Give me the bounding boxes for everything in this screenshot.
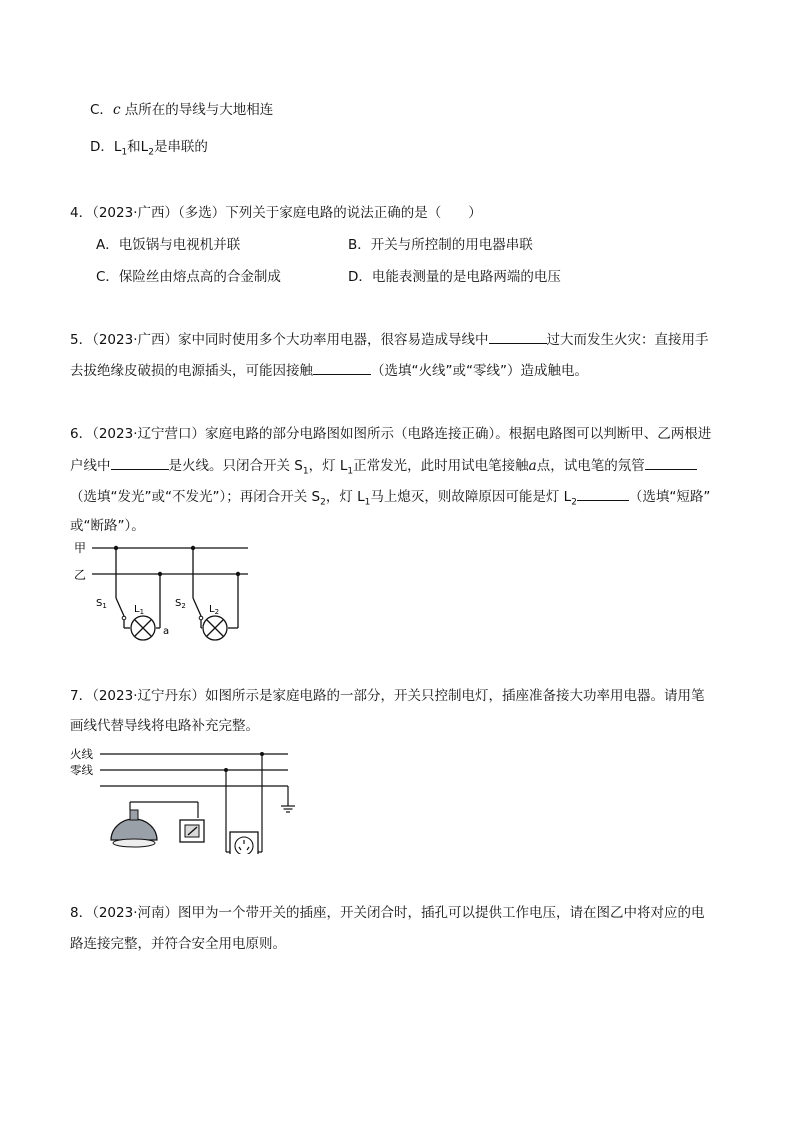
answer-blank[interactable] [645, 455, 697, 470]
question-text: （选填“火线”或“零线”）造成触电。 [371, 363, 588, 379]
question-text: 正常发光，此时用试电笔接触 [353, 458, 529, 474]
ceiling-lamp-icon [111, 819, 157, 840]
subscript: 1 [364, 497, 371, 508]
lamp-label: L [140, 139, 149, 155]
variable-a: a [528, 458, 537, 474]
q4-option-c: C．保险丝由熔点高的合金制成 [96, 269, 281, 285]
q5-line-2 [70, 360, 588, 381]
answer-blank[interactable] [577, 486, 629, 501]
wire-label-jia: 甲 [74, 541, 87, 555]
variable-c: c [112, 102, 121, 118]
question-text: ，灯 L [325, 489, 365, 505]
answer-blank[interactable] [489, 329, 547, 344]
option-text: 是串联的 [153, 139, 208, 155]
switch-label-s2: $S_2$ [175, 598, 186, 610]
question-text: （选填“短路” [628, 489, 711, 505]
question-text: 5．（2023·广西）家中同时使用多个大功率用电器，很容易造成导线中 [70, 332, 489, 348]
question-text: 点，试电笔的氖管 [536, 458, 645, 474]
option-letter: C． [90, 102, 113, 118]
lamp-label: L [113, 139, 122, 155]
neutral-wire-label: 零线 [70, 763, 93, 777]
question-text: 是火线。只闭合开关 S [168, 458, 303, 474]
subscript: 2 [320, 497, 326, 508]
question-text: 过大而发生火灾：直接用手 [546, 332, 709, 348]
question-text: 马上熄灭，则故障原因可能是灯 L [370, 489, 572, 505]
point-a-label: a [163, 626, 170, 637]
subscript: 2 [571, 497, 577, 508]
lamp-label-l2: $L_2$ [209, 604, 220, 616]
q3-option-d [90, 137, 208, 163]
option-text: 和 [127, 139, 141, 155]
switch-label-s1: $S_1$ [96, 598, 107, 610]
q6-line-1: 6．（2023·辽宁营口）家庭电路的部分电路图如图所示（电路连接正确）。根据电路图可以判断甲、乙两根进 [70, 426, 712, 442]
q8-line-1: 8．（2023·河南）图甲为一个带开关的插座，开关闭合时，插孔可以提供工作电压，请在图乙中将对应的电 [70, 905, 705, 921]
subscript: 1 [121, 147, 128, 158]
q3-option-c [90, 100, 273, 120]
question-text: 户线中 [70, 458, 111, 474]
q7-line-2: 画线代替导线将电路补充完整。 [70, 718, 259, 734]
answer-blank[interactable] [111, 455, 169, 470]
question-text: ，灯 L [308, 458, 348, 474]
q7-line-1: 7．（2023·辽宁丹东）如图所示是家庭电路的一部分，开关只控制电灯，插座准备接大功率用电器。请用笔 [70, 688, 705, 704]
switch-s2 [193, 598, 201, 616]
subscript: 1 [347, 466, 354, 477]
switch-s1 [116, 598, 124, 616]
q6-line-4: 或“断路”）。 [70, 518, 145, 534]
q4-stem: 4．（2023·广西）（多选）下列关于家庭电路的说法正确的是（ ） [70, 205, 482, 221]
answer-blank[interactable] [313, 360, 371, 375]
subscript: 1 [302, 466, 309, 477]
q7-circuit-diagram [70, 742, 302, 854]
q5-line-1 [70, 329, 709, 350]
wire-label-yi: 乙 [74, 568, 87, 582]
q6-line-2 [70, 455, 697, 482]
lamp-label-l1: $L_1$ [134, 604, 145, 616]
q4-option-d: D．电能表测量的是电路两端的电压 [348, 269, 561, 285]
option-letter: D． [90, 139, 114, 155]
live-wire-label: 火线 [70, 747, 93, 761]
q8-line-2: 路连接完整，并符合安全用电原则。 [70, 936, 286, 952]
question-text: 去拔绝缘皮破损的电源插头，可能因接触 [70, 363, 313, 379]
q4-option-a: A．电饭锅与电视机并联 [96, 237, 241, 253]
option-text: 点所在的导线与大地相连 [120, 102, 274, 118]
q6-circuit-diagram [72, 540, 254, 648]
q6-line-3 [70, 486, 710, 513]
subscript: 2 [148, 147, 154, 158]
question-text: （选填“发光”或“不发光”）；再闭合开关 S [70, 489, 321, 505]
q4-option-b: B．开关与所控制的用电器串联 [348, 237, 533, 253]
